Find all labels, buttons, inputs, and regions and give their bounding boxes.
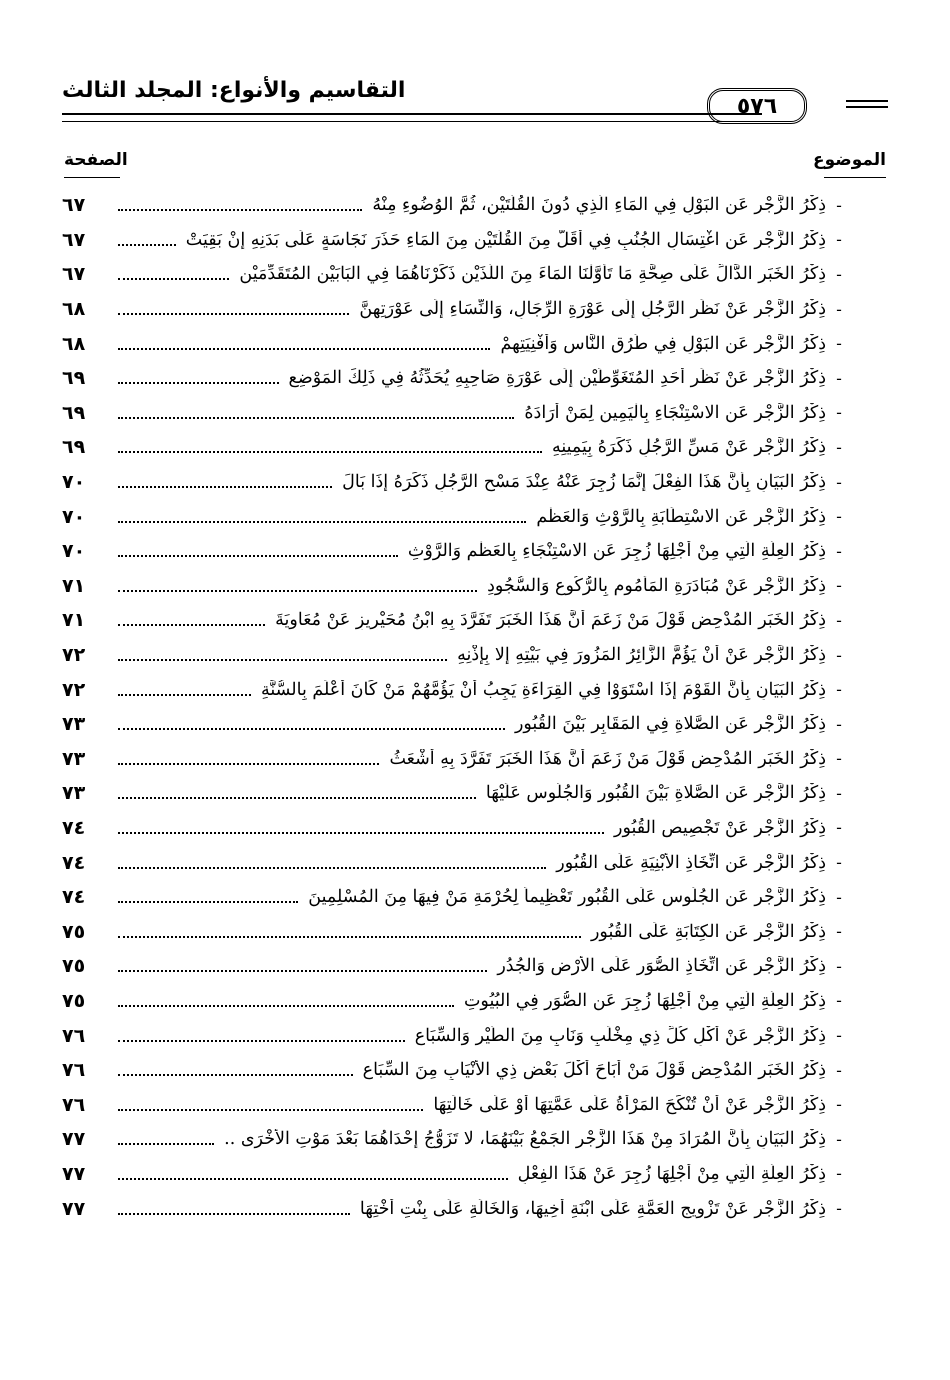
toc-entry-page: ٧٤ [62,851,86,874]
subject-column-heading: الموضوع [813,150,886,170]
toc-bullet: - [836,334,842,354]
toc-entry [62,223,852,258]
dot-leader [118,763,379,765]
toc-entry-page: ٧٣ [62,713,86,736]
toc-entry-title: ذِكْرُ الزَّجْرِ عَنْ أَنْ تُنْكَحَ المَرْأَةُ عَلَى عَمَّتِهَا أَوْ عَلَى خَالَتِهَا [433,1094,826,1115]
toc-entry-page: ٧٥ [62,955,86,978]
toc-entry [62,465,852,500]
dot-leader [118,521,526,523]
dot-leader [118,797,476,799]
dot-leader [118,624,265,626]
toc-entry [62,1191,852,1226]
toc-entry-page: ٦٩ [62,401,86,424]
dot-leader [118,244,176,246]
toc-entry [62,257,852,292]
toc-bullet: - [836,645,842,665]
header-rule [62,113,762,122]
toc-entry-title: ذِكْرُ الخَبَرِ المُدْحِضِ قَوْلَ مَنْ زَعَمَ أَنَّ هَذَا الخَبَرَ تَفَرَّدَ بِهِ ابْنُ مُحَيْرِيزٍ عَنْ مُعَاوِيَةَ [275,610,826,631]
toc-entry-page: ٧٠ [62,505,86,528]
dot-leader [118,382,279,384]
dot-leader [118,313,349,315]
toc-entry [62,396,852,431]
toc-entry-title: ذِكْرُ الزَّجْرِ عَنِ اغْتِسَالِ الجُنُبِ فِي أَقَلَّ مِنَ القُلَّتَيْنِ مِنَ المَاءِ حَذَرَ نَجَاسَةٍ عَلَى بَدَنِهِ إِنْ بَقِيَتْ [185,229,826,250]
dot-leader [118,1005,454,1007]
toc-entry-page: ٧٤ [62,886,86,909]
dot-leader [118,209,362,211]
toc-entry-page: ٧٢ [62,644,86,667]
toc-entry [62,569,852,604]
toc-bullet: - [836,576,842,596]
toc-bullet: - [836,991,842,1011]
toc-bullet: - [836,887,842,907]
toc-bullet: - [836,1164,842,1184]
toc-entry [62,949,852,984]
dot-leader [118,1143,214,1145]
toc-entry-title: ذِكْرُ الزَّجْرِ عَنِ الصَّلاةِ فِي المَقَابِرِ بَيْنَ القُبُورِ [514,714,826,735]
dot-leader [118,1109,423,1111]
toc-entry-title: ذِكْرُ الزَّجْرِ عَنِ البَوْلِ فِي المَاءِ الَّذِي دُونَ القُلَّتَيْنِ، ثُمَّ الوُضُوءِ مِنْهُ [372,195,826,216]
toc-entry-title: ذِكْرُ الزَّجْرِ عَنِ اتِّخَاذِ الأَبْنِيَةِ عَلَى القُبُورِ [556,852,826,873]
toc-entry-title: ذِكْرُ الزَّجْرِ عَنْ مُبَادَرَةِ المَأْمُومِ بِالرُّكُوعِ وَالسُّجُودِ [487,575,826,596]
toc-bullet: - [836,680,842,700]
toc-entry-title: ذِكْرُ الزَّجْرِ عَنْ مَسِّ الرَّجُلِ ذَكَرَهُ بِيَمِينِهِ [551,437,826,458]
toc-entry-title: ذِكْرُ الزَّجْرِ عَنِ الجُلُوسِ عَلَى القُبُورِ تَعْظِيماً لِحُرْمَةِ مَنْ فِيهَا مِنَ المُسْلِمِينَ [308,887,826,908]
toc-entry [62,845,852,880]
toc-bullet: - [836,264,842,284]
toc-entry-page: ٦٧ [62,263,86,286]
toc-entry [62,914,852,949]
toc-entry [62,638,852,673]
toc-entry [62,1018,852,1053]
toc-entry-title: ذِكْرُ الزَّجْرِ عَنْ نَظَرِ الرَّجُلِ إِلَى عَوْرَةِ الرِّجَالِ، وَالنِّسَاءِ إِلَى عَوْرَتِهِنَّ [359,299,826,320]
toc-entry-title: ذِكْرُ العِلَّةِ الَّتِي مِنْ أَجْلِهَا زُجِرَ عَنِ الصُّوَرِ فِي البُيُوتِ [463,990,826,1011]
toc-entry-page: ٧٦ [62,1024,86,1047]
toc-entry [62,361,852,396]
toc-entry-title: ذِكْرُ الزَّجْرِ عَنِ البَوْلِ فِي طُرُقِ النَّاسِ وَأَفْنِيَتِهِمْ [500,333,826,354]
toc-bullet: - [836,956,842,976]
toc-entry [62,742,852,777]
toc-bullet: - [836,230,842,250]
toc-entry-title: ذِكْرُ البَيَانِ بِأَنَّ المُرَادَ مِنْ هَذَا الزَّجْرِ الجَمْعُ بَيْنَهُمَا، لا تَزَوُّجُ إِحْدَاهُمَا بَعْدَ مَوْتِ الأُخْرَى .. [224,1129,826,1150]
dot-leader [118,1074,353,1076]
toc-entry [62,984,852,1019]
page-column-heading: الصفحة [64,150,128,170]
dot-leader [118,867,546,869]
toc-entry-page: ٧٧ [62,1197,86,1220]
toc-bullet: - [836,714,842,734]
toc-entry-title: ذِكْرُ الخَبَرِ المُدْحِضِ قَوْلَ مَنْ أَبَاحَ أَكْلَ بَعْضِ ذِي الأَنْيَابِ مِنَ السِّبَاعِ [362,1060,826,1081]
toc-entry-title: ذِكْرُ البَيَانِ بِأَنَّ القَوْمَ إِذَا اسْتَوَوْا فِي القِرَاءَةِ يَجِبُ أَنْ يَؤُمَّهُمْ مَنْ كَانَ أَعْلَمَ بِالسُّنَّةِ [261,679,826,700]
toc-entry [62,499,852,534]
toc-bullet: - [836,403,842,423]
toc-entry-page: ٦٨ [62,332,86,355]
toc-entry [62,534,852,569]
dot-leader [118,659,447,661]
toc-bullet: - [836,507,842,527]
dot-leader [118,694,251,696]
toc-entry [62,880,852,915]
toc-entry-page: ٧٣ [62,747,86,770]
toc-entry-page: ٧٠ [62,540,86,563]
toc-entry [62,1053,852,1088]
dot-leader [118,486,332,488]
toc-entry-title: ذِكْرُ الزَّجْرِ عَنْ نَظَرِ أَحَدِ المُتَغَوِّطَيْنِ إِلَى عَوْرَةِ صَاحِبِهِ يُحَدِّثُهُ فِي ذَلِكَ المَوْضِعِ [288,368,826,389]
toc-entry-title: ذِكْرُ الزَّجْرِ عَنِ الاسْتِطَابَةِ بِالرَّوْثِ وَالعَظْمِ [536,506,826,527]
toc-entry [62,776,852,811]
toc-entry-title: ذِكْرُ الزَّجْرِ عَنِ اتِّخَاذِ الصُّوَرِ عَلَى الأَرْضِ وَالجُدُرِ [497,956,826,977]
table-of-contents [62,188,852,1226]
toc-entry-title: ذِكْرُ الزَّجْرِ عَنْ تَزْوِيجِ العَمَّةِ عَلَى ابْنَةِ أَخِيهَا، وَالخَالَةِ عَلَى بِنْتِ أُخْتِهَا [359,1198,826,1219]
dot-leader [118,417,514,419]
toc-entry-title: ذِكْرُ الزَّجْرِ عَنِ الكِتَابَةِ عَلَى القُبُورِ [590,921,826,942]
toc-entry-page: ٧٤ [62,816,86,839]
toc-entry-title: ذِكْرُ الزَّجْرِ عَنْ أَكْلِ كُلِّ ذِي مِخْلَبٍ وَنَابٍ مِنَ الطَّيْرِ وَالسِّبَاعِ [414,1025,826,1046]
toc-entry [62,188,852,223]
toc-entry [62,1122,852,1157]
toc-entry-page: ٦٩ [62,367,86,390]
toc-bullet: - [836,1095,842,1115]
header-rule-short [846,100,888,108]
toc-bullet: - [836,749,842,769]
toc-entry-page: ٦٩ [62,436,86,459]
toc-entry-page: ٦٧ [62,228,86,251]
toc-entry-title: ذِكْرُ الزَّجْرِ عَنْ أَنْ يَؤُمَّ الزَّائِرُ المَزُورَ فِي بَيْتِهِ إلا بِإِذْنِهِ [457,645,826,666]
subject-heading-underline [824,177,886,178]
toc-entry-title: ذِكْرُ الخَبَرِ الدَّالِّ عَلَى صِحَّةِ مَا تَأَوَّلْنَا المَاءَ مِنَ اللَّذَيْنِ ذَكَرْنَاهُمَا فِي البَابَيْنِ المُتَقَدِّمَيْنِ [239,264,826,285]
dot-leader [118,1213,350,1215]
dot-leader [118,728,505,730]
toc-entry-page: ٦٨ [62,298,86,321]
toc-bullet: - [836,1199,842,1219]
dot-leader [118,590,477,592]
toc-entry [62,1087,852,1122]
toc-bullet: - [836,1060,842,1080]
toc-entry-page: ٧٧ [62,1128,86,1151]
page-number: ٥٧٦ [707,88,807,124]
dot-leader [118,970,487,972]
toc-entry-title: ذِكْرُ البَيَانِ بِأَنَّ هَذَا الفِعْلَ إِنَّمَا زُجِرَ عَنْهُ عِنْدَ مَسْحِ الرَّجُلِ ذَكَرَهُ إِذَا بَالَ [342,472,826,493]
toc-entry [62,430,852,465]
toc-entry-page: ٧٥ [62,920,86,943]
toc-bullet: - [836,783,842,803]
dot-leader [118,1178,508,1180]
toc-entry [62,672,852,707]
toc-entry [62,811,852,846]
running-title: التقاسيم والأنواع: المجلد الثالث [62,78,406,103]
toc-entry-page: ٧١ [62,609,86,632]
toc-bullet: - [836,1129,842,1149]
toc-entry-page: ٧٦ [62,1093,86,1116]
toc-entry [62,603,852,638]
toc-bullet: - [836,472,842,492]
toc-bullet: - [836,610,842,630]
toc-bullet: - [836,195,842,215]
dot-leader [118,555,398,557]
toc-entry-title: ذِكْرُ العِلَّةِ الَّتِي مِنْ أَجْلِهَا زُجِرَ عَنْ هَذَا الفِعْلِ [517,1163,826,1184]
toc-bullet: - [836,1026,842,1046]
toc-bullet: - [836,437,842,457]
toc-entry [62,292,852,327]
toc-entry [62,707,852,742]
toc-entry-page: ٧٧ [62,1162,86,1185]
toc-bullet: - [836,368,842,388]
toc-entry-title: ذِكْرُ العِلَّةِ الَّتِي مِنْ أَجْلِهَا زُجِرَ عَنِ الاسْتِنْجَاءِ بِالعَظْمِ وَالرَّوْثِ [407,541,826,562]
toc-entry-page: ٦٧ [62,194,86,217]
dot-leader [118,451,542,453]
toc-bullet: - [836,541,842,561]
dot-leader [118,278,229,280]
toc-entry-page: ٧٢ [62,678,86,701]
dot-leader [118,1040,405,1042]
dot-leader [118,348,490,350]
toc-entry-page: ٧٦ [62,1059,86,1082]
toc-bullet: - [836,853,842,873]
toc-entry-page: ٧١ [62,574,86,597]
toc-entry-page: ٧٥ [62,989,86,1012]
page-header [62,78,847,119]
toc-entry-page: ٧٣ [62,782,86,805]
toc-entry-title: ذِكْرُ الزَّجْرِ عَنِ الصَّلاةِ بَيْنَ القُبُورِ وَالجُلُوسِ عَلَيْهَا [485,783,826,804]
dot-leader [118,901,298,903]
toc-entry-title: ذِكْرُ الزَّجْرِ عَنْ تَجْصِيصِ القُبُورِ [614,817,826,838]
toc-bullet: - [836,818,842,838]
toc-entry [62,326,852,361]
page-heading-underline [64,177,120,178]
toc-entry-page: ٧٠ [62,471,86,494]
toc-entry-title: ذِكْرُ الخَبَرِ المُدْحِضِ قَوْلَ مَنْ زَعَمَ أَنَّ هَذَا الخَبَرَ تَفَرَّدَ بِهِ أَشْعَثُ [389,748,826,769]
dot-leader [118,936,581,938]
toc-bullet: - [836,299,842,319]
toc-bullet: - [836,922,842,942]
dot-leader [118,832,604,834]
toc-entry [62,1157,852,1192]
toc-entry-title: ذِكْرُ الزَّجْرِ عَنِ الاسْتِنْجَاءِ بِالْيَمِينِ لِمَنْ أَرَادَهُ [524,402,826,423]
